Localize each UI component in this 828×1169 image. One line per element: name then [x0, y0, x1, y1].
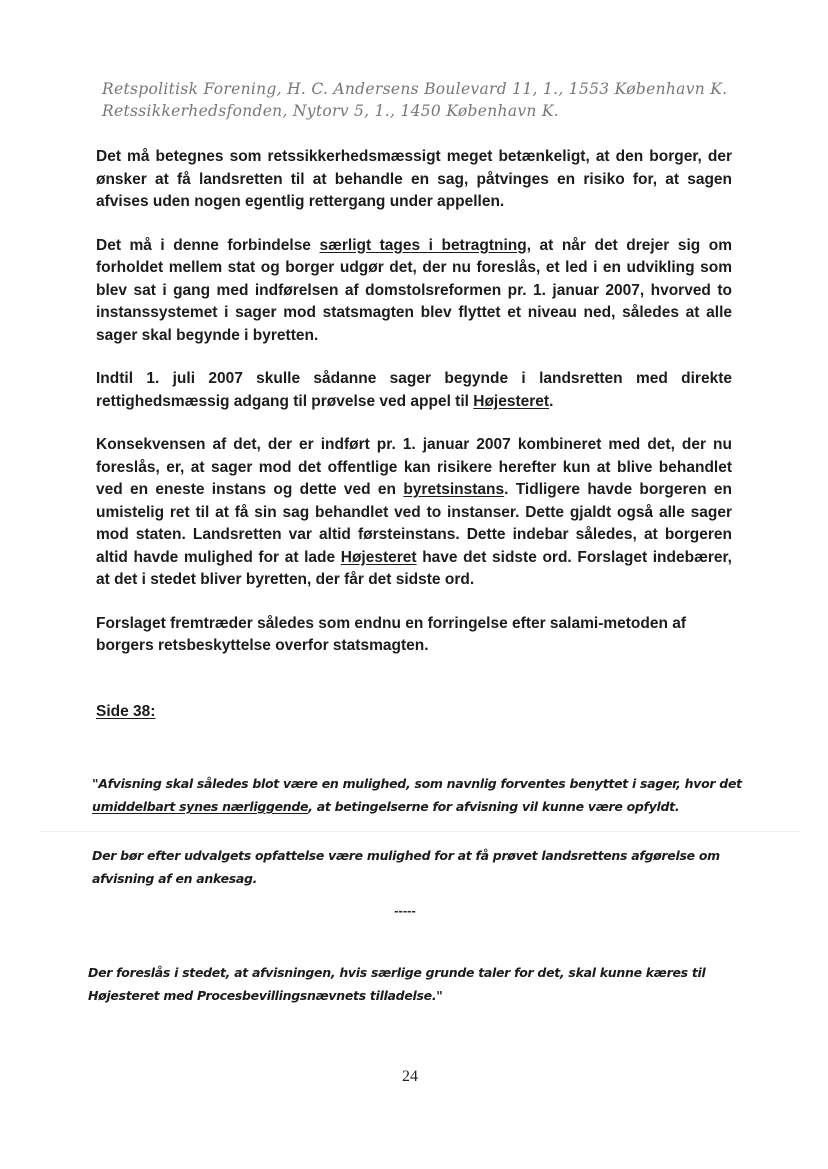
section-heading-text: Side 38: — [96, 702, 156, 720]
quote-2 — [92, 844, 752, 890]
paragraph-5-text: Forslaget fremtræder således som endnu en forringelse efter salami-metoden af borgers retsbeskyttelse overfor statsmagten. — [96, 614, 687, 654]
paragraph-4 — [96, 434, 732, 592]
quote-3 — [88, 961, 748, 1007]
paragraph-2-underlined: særligt tages i betragtning — [319, 236, 527, 254]
quote-1-underlined: umiddelbart synes nærliggende — [92, 799, 309, 814]
quote-3-text: Der foreslås i stedet, at afvisningen, hvis særlige grunde taler for det, skal kunne kæres til Højesteret med Procesbevillingsnævnets tilladelse." — [88, 965, 706, 1003]
paragraph-1 — [96, 146, 732, 214]
paragraph-3 — [96, 368, 732, 413]
quote-1 — [92, 772, 752, 818]
letterhead-line-2: Retssikkerhedsfonden, Nytorv 5, 1., 1450 København K. — [102, 102, 560, 120]
faint-divider — [40, 831, 800, 832]
section-heading — [96, 701, 732, 724]
quote-1-text-a: "Afvisning skal således blot være en mulighed, som navnlig forventes benyttet i sager, hvor det — [92, 776, 742, 791]
letterhead-line-1: Retspolitisk Forening, H. C. Andersens Boulevard 11, 1., 1553 København K. — [102, 80, 728, 98]
paragraph-4-underlined-2: Højesteret — [340, 548, 417, 566]
separator: ----- — [394, 903, 416, 918]
letterhead — [102, 78, 782, 122]
paragraph-2 — [96, 235, 732, 348]
paragraph-4-underlined-1: byretsinstans — [403, 481, 505, 498]
paragraph-3-text-b: . — [549, 392, 554, 410]
paragraph-1-text: Det må betegnes som retssikkerhedsmæssigt meget betænkeligt, at den borger, der ønsker at få landsretten til at behandle en sag, påtvinges en risiko for, at sagen afvises uden nogen egentlig rettergang under appellen. — [96, 148, 732, 210]
quote-2-text: Der bør efter udvalgets opfattelse være mulighed for at få prøvet landsrettens afgørelse om afvisning af en ankesag. — [92, 848, 720, 886]
paragraph-4-text-c: have det sidste ord. Forslaget indebærer, at det i stedet bliver byretten, der får det sidste ord. — [96, 548, 732, 588]
quote-1-text-b: , at betingelserne for afvisning vil kunne være opfyldt. — [308, 799, 680, 814]
paragraph-2-text-a: Det må i denne forbindelse — [96, 236, 320, 254]
paragraph-3-underlined: Højesteret — [473, 392, 550, 410]
page-number: 24 — [402, 1068, 418, 1085]
document-body — [96, 146, 732, 744]
paragraph-4-text-a: Konsekvensen af det, der er indført pr. 1. januar 2007 kombineret med det, der nu foreslås, er, at sager mod det offentlige kan risikere herefter kun at blive behandlet ved en eneste instans og dette ved en — [96, 436, 732, 498]
paragraph-2-text-b: , at når det drejer sig om forholdet mellem stat og borger udgør det, der nu foreslås, et led i en udvikling som blev sat i gang med indførelsen af domstolsreformen pr. 1. januar 2007, hvorved to instanssystemet i sager mod statsmagten blev flyttet et niveau ned, således at alle sager skal begynde i byretten. — [96, 236, 732, 344]
paragraph-3-text-a: Indtil 1. juli 2007 skulle sådanne sager begynde i landsretten med direkte rettighedsmæssig adgang til prøvelse ved appel til — [96, 370, 732, 410]
paragraph-4-text-b: . Tidligere havde borgeren en umistelig ret til at få sin sag behandlet ved to instanser. Dette gjaldt også alle sager mod staten. Landsretten var altid førsteinstans. Dette indebar således, at borgeren altid havde mulighed for at lade — [96, 481, 732, 566]
paragraph-5 — [96, 613, 732, 658]
